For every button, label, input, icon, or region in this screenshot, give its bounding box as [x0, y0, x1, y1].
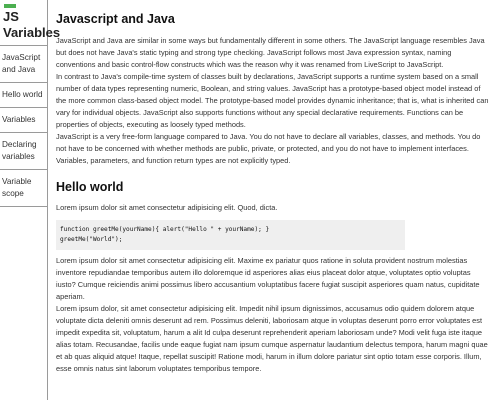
nav-item-hello-world[interactable]: Hello world [0, 83, 47, 108]
code-block [56, 220, 405, 250]
code-line: function greetMe(yourName){ alert("Hello " + yourName); } [60, 226, 270, 233]
nav-item-variables[interactable]: Variables [0, 108, 47, 133]
nav-item-variable-scope[interactable]: Variable scope [0, 170, 47, 207]
sidebar-header [0, 0, 61, 46]
nav-item-javascript-and-java[interactable]: JavaScript and Java [0, 46, 47, 83]
paragraph: Lorem ipsum dolor sit amet consectetur adipisicing elit. Maxime ex pariatur quos ratione in soluta provident nostrum molestias inventore repudiandae temporibus autem illo doloremque id asperiores alias eius placeat dolor atque, voluptates optio voluptas iusto? Cumque reiciendis animi possimus libero accusantium voluptatibus facere fugiat suscipit asperiores quam natus, cupiditate aperiam. [56, 256, 480, 301]
sidebar-title [3, 9, 61, 40]
paragraph: Lorem ipsum dolor sit amet consectetur adipisicing elit. Quod, dicta. [56, 203, 278, 212]
section-heading: Javascript and Java [56, 12, 175, 26]
nav-item-declaring-variables[interactable]: Declaring variables [0, 133, 47, 170]
code-line: greetMe("World"); [60, 236, 123, 243]
paragraph: JavaScript and Java are similar in some ways but fundamentally different in some others. The JavaScript language resembles Java but does not have Java's static typing and strong type checking. JavaScript follows most Java expression syntax, naming conventions and basic control-flow constructs which was the reason why it was renamed from LiveScript to JavaScript. [56, 36, 485, 69]
paragraph: JavaScript is a very free-form language compared to Java. You do not have to declare all variables, classes, and methods. You do not have to be concerned with whether methods are public, private, or protected, and you do not have to implement interfaces. Variables, parameters, and function return types are not explicitly typed. [56, 132, 481, 165]
logo-accent-icon [4, 4, 16, 8]
section-javascript-and-java [56, 11, 492, 167]
section-heading: Hello world [56, 180, 124, 194]
paragraph: In contrast to Java's compile-time system of classes built by declarations, JavaScript supports a runtime system based on a small number of data types representing numeric, Boolean, and string values. JavaScript has a prototype-based object model instead of the more common class-based object model. The prototype-based model provides dynamic inheritance; that is, what is inherited can vary for individual objects. JavaScript also supports functions without any special declarative requirements. Functions can be properties of objects, executing as loosely typed methods. [56, 72, 489, 129]
main-content [56, 0, 492, 400]
section-hello-world [56, 179, 492, 375]
sidebar-title-line2: Variables [3, 25, 61, 40]
sidebar [0, 0, 61, 400]
sidebar-title-line1: JS [3, 9, 19, 24]
paragraph: Lorem ipsum dolor, sit amet consectetur adipisicing elit. Impedit nihil ipsum dignissimos, accusamus odio quidem dolorem atque voluptate dicta deleniti omnis deserunt ad rem. Possimus deleniti, laboriosam atque in voluptas deserunt porro error voluptates est impedit expedita sit, voluptatum, harum a alit Id culpa deserunt reprehenderit aperiam laboriosam unde? Modi velit fuga iste itaque alias totam. Recusandae, facilis unde eaque fugiat nam ipsum cumque aspernatur laudantium delectus tempora, harum magni quae et ab quas aliquid atque! Itaque, repellat suscipit! Ratione modi, harum in illum dolore pariatur sint optio totam esse corporis. Illum, esse omnis natus sint laborum voluptates temporibus tempore. [56, 304, 488, 373]
